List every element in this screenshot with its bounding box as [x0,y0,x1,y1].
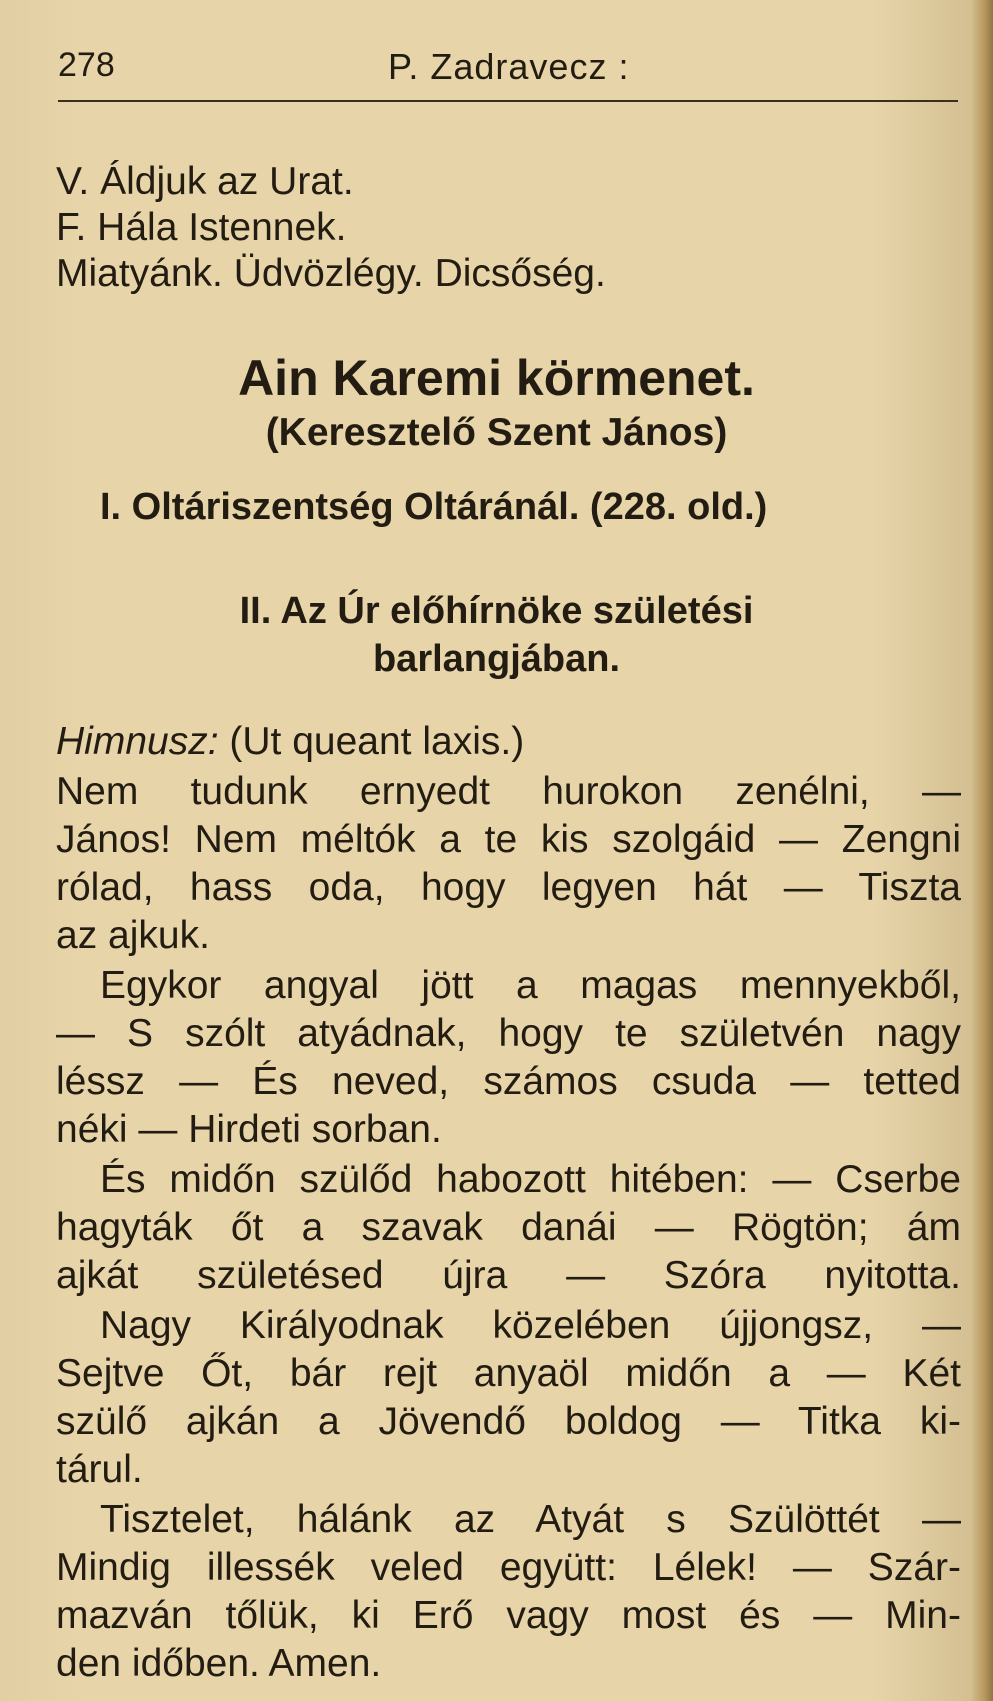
hymn-line: tárul. [56,1448,143,1491]
section-title: Ain Karemi körmenet. [238,350,755,406]
hymn-line: rólad, hass oda, hogy legyen hát — Tiszta [56,866,961,909]
hymn-line: Egykor angyal jött a magas mennyekből, [100,964,961,1007]
hymn-line: János! Nem méltók a te kis szolgáid — Zengni [56,818,961,861]
hymn-line: hagyták őt a szavak danái — Rögtön; ám [56,1206,961,1249]
hymn-line: szülő ajkán a Jövendő boldog — Titka ki- [56,1400,961,1443]
station-2-line-1: II. Az Úr előhírnöke születési [239,590,754,632]
response-versicle: V. Áldjuk az Urat. [56,160,354,203]
hymn-heading [56,720,524,764]
hymn-line: léssz — És neved, számos csuda — tetted [56,1060,961,1103]
hymn-line: — S szólt atyádnak, hogy te születvén nagy [56,1012,961,1055]
page-spine-shadow [971,0,993,1701]
hymn-line: ajkát születésed újra — Szóra nyitotta. [56,1254,961,1297]
hymn-line: És midőn szülőd habozott hitében: — Cserbe [100,1158,961,1201]
hymn-line: Mindig illessék veled együtt: Lélek! — Szár- [56,1546,961,1589]
response-answer: F. Hála Istennek. [56,206,347,249]
hymn-line: Sejtve Őt, bár rejt anyaöl midőn a — Két [56,1352,961,1395]
page-header [58,46,958,98]
hymn-line: néki — Hirdeti sorban. [56,1108,442,1151]
header-rule [58,100,958,102]
station-1: I. Oltáriszentség Oltáránál. (228. old.) [100,486,768,528]
response-prayers: Miatyánk. Üdvözlégy. Dicsőség. [56,252,606,295]
hymn-line: Nem tudunk ernyedt hurokon zenélni, — [56,770,961,813]
hymn-melody: (Ut queant laxis.) [229,720,525,763]
running-head: P. Zadravecz : [388,46,630,87]
hymn-line: mazván tőlük, ki Erő vagy most és — Min- [56,1594,961,1637]
section-subtitle: (Keresztelő Szent János) [265,411,728,454]
hymn-line: Tisztelet, hálánk az Atyát s Szülöttét — [100,1498,961,1541]
hymn-line: den időben. Amen. [56,1642,382,1685]
station-2-line-2: barlangjában. [372,638,621,680]
hymn-label: Himnusz: [56,720,219,763]
hymn-line: Nagy Királyodnak közelében újjongsz, — [100,1304,961,1347]
hymn-line: az ajkuk. [56,914,210,957]
page-number: 278 [58,46,115,84]
